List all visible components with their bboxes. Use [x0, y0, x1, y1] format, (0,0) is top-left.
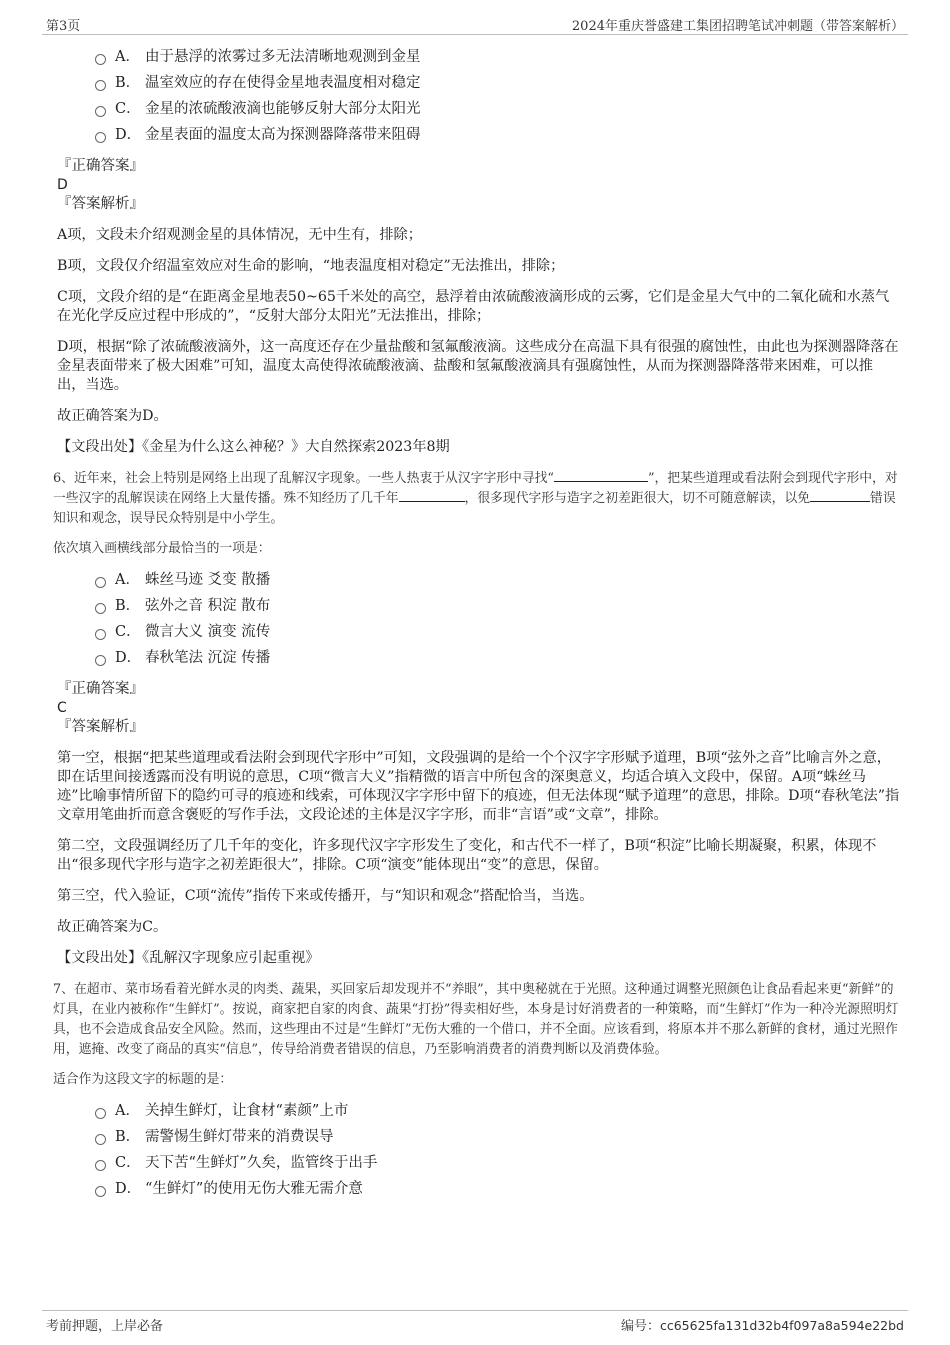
- q7-stem: 7、在超市、菜市场看着光鲜水灵的肉类、蔬果，买回家后却发现并不“养眼”，其中奥秘就在于光照。这种通过调整光照颜色让食品看起来更“新鲜”的灯具，在业内被称作“生鲜灯”。按说，商家把自家的肉食、蔬果“打扮”得卖相好些，本身是讨好消费者的一种策略，而“生鲜灯”作为一种冷光源照明灯具，也不会造成食品安全风险。然而，这些理由不过是“生鲜灯”无伤大雅的一个借口，并不全面。应该看到，将原本并不那么新鲜的食材，通过光照作用，遮掩、改变了商品的真实“信息”，传导给消费者错误的信息，乃至影响消费者的消费判断以及消费体验。: [53, 982, 899, 1057]
- page-header: [42, 14, 908, 35]
- q5-option-b[interactable]: B． 温室效应的存在使得金星地表温度相对稳定: [95, 70, 900, 96]
- q7-option-d[interactable]: D． “生鲜灯”的使用无伤大雅无需介意: [95, 1176, 900, 1202]
- footer-slogan: 考前押题，上岸必备: [46, 1319, 164, 1334]
- radio-icon[interactable]: [95, 1108, 106, 1119]
- page-footer: [42, 1310, 908, 1333]
- q7-ask: 适合作为这段文字的标题的是：: [53, 1072, 233, 1087]
- q7-option-a[interactable]: A． 关掉生鲜灯，让食材“素颜”上市: [95, 1098, 900, 1124]
- q6-analysis-blank3: 第三空，代入验证，C项“流传”指传下来或传播开，与“知识和观念”搭配恰当，当选。: [57, 888, 594, 904]
- q6-option-a[interactable]: A． 蛛丝马迹 爻变 散播: [95, 567, 900, 593]
- radio-icon[interactable]: [95, 577, 106, 588]
- q6-analysis-label: 『答案解析』: [57, 719, 144, 735]
- q5-option-c[interactable]: C． 金星的浓硫酸液滴也能够反射大部分太阳光: [95, 96, 900, 122]
- radio-icon[interactable]: [95, 1186, 106, 1197]
- radio-icon[interactable]: [95, 54, 106, 65]
- q6-answer: C: [57, 700, 67, 716]
- q5-answer-label: 『正确答案』: [57, 158, 144, 174]
- q5-answer: D: [57, 177, 68, 193]
- radio-icon[interactable]: [95, 629, 106, 640]
- radio-icon[interactable]: [95, 655, 106, 666]
- radio-icon[interactable]: [95, 106, 106, 117]
- q6-source: 【文段出处】《乱解汉字现象应引起重视》: [57, 950, 320, 966]
- q6-stem: 6、近年来，社会上特别是网络上出现了乱解汉字现象。一些人热衷于从汉字字形中寻找“ ”，把某些道理或看法附会到现代字形中，对一些汉字的乱解误读在网络上大量传播。殊不知经历了几千年 ，很多现代字形与造字之初差距很大，切不可随意解读，以免 错误知识和观念，误导民众特别是中小学生。: [53, 471, 898, 526]
- q5-analysis-label: 『答案解析』: [57, 196, 144, 212]
- main-content: [53, 44, 900, 1202]
- q7-option-b[interactable]: B． 需警惕生鲜灯带来的消费误导: [95, 1124, 900, 1150]
- q5-analysis-c: C项，文段介绍的是“在距离金星地表50~65千米处的高空，悬浮着由浓硫酸液滴形成的云雾，它们是金星大气中的二氧化硫和水蒸气在光化学反应过程中形成的”，“反射大部分太阳光”无法推出，排除；: [57, 289, 890, 324]
- q7-options: [95, 1098, 900, 1202]
- q5-option-d[interactable]: D． 金星表面的温度太高为探测器降落带来阻碍: [95, 122, 900, 148]
- q5-analysis-b: B项，文段仅介绍温室效应对生命的影响，“地表温度相对稳定”无法推出，排除；: [57, 258, 565, 274]
- radio-icon[interactable]: [95, 1134, 106, 1145]
- q5-source: 【文段出处】《金星为什么这么神秘？》大自然探索2023年8期: [57, 439, 450, 455]
- document-title: 2024年重庆誉盛建工集团招聘笔试冲刺题（带答案解析）: [571, 19, 904, 34]
- document-id: 编号：cc65625fa131d32b4f097a8a594e22bd: [620, 1318, 904, 1334]
- radio-icon[interactable]: [95, 80, 106, 91]
- q6-analysis-blank1: 第一空，根据“把某些道理或看法附会到现代字形中”可知，文段强调的是给一个个汉字字形赋予道理，B项“弦外之音”比喻言外之意，即在话里间接透露而没有明说的意思，C项“微言大义”指精微的语言中所包含的深奥意义，均适合填入文段中，保留。A项“蛛丝马迹”比喻事情所留下的隐约可寻的痕迹和线索，可体现汉字字形中留下的痕迹，但无法体现“赋予道理”的意思，排除。D项“春秋笔法”指文章用笔曲折而意含褒贬的写作手法，文段论述的主体是汉字字形，而非“言语”或“文章”，排除。: [57, 750, 900, 823]
- radio-icon[interactable]: [95, 603, 106, 614]
- q6-conclusion: 故正确答案为C。: [57, 919, 168, 935]
- q6-ask: 依次填入画横线部分最恰当的一项是：: [53, 541, 271, 556]
- q5-conclusion: 故正确答案为D。: [57, 408, 168, 424]
- radio-icon[interactable]: [95, 1160, 106, 1171]
- page-number: 第3页: [46, 19, 81, 34]
- q6-option-b[interactable]: B． 弦外之音 积淀 散布: [95, 593, 900, 619]
- radio-icon[interactable]: [95, 132, 106, 143]
- q5-analysis-d: D项，根据“除了浓硫酸液滴外，这一高度还存在少量盐酸和氢氟酸液滴。这些成分在高温下具有很强的腐蚀性，由此也为探测器降落在金星表面带来了极大困难”可知，温度太高使得浓硫酸液滴、盐酸和氢氟酸液滴具有强腐蚀性，从而为探测器降落带来困难，可以推出，当选。: [57, 339, 899, 393]
- q6-answer-label: 『正确答案』: [57, 681, 144, 697]
- q6-options: [95, 567, 900, 671]
- q5-option-a[interactable]: A． 由于悬浮的浓雾过多无法清晰地观测到金星: [95, 44, 900, 70]
- q7-option-c[interactable]: C． 天下苦“生鲜灯”久矣，监管终于出手: [95, 1150, 900, 1176]
- q6-option-c[interactable]: C． 微言大义 演变 流传: [95, 619, 900, 645]
- q6-option-d[interactable]: D． 春秋笔法 沉淀 传播: [95, 645, 900, 671]
- q5-options: [95, 44, 900, 148]
- q5-analysis-a: A项，文段未介绍观测金星的具体情况，无中生有，排除；: [57, 227, 422, 243]
- q6-analysis-blank2: 第二空，文段强调经历了几千年的变化，许多现代汉字字形发生了变化，和古代不一样了，B项“积淀”比喻长期凝聚，积累，体现不出“很多现代字形与造字之初差距很大”，排除。C项“演变”能体现出“变”的意思，保留。: [57, 838, 877, 873]
